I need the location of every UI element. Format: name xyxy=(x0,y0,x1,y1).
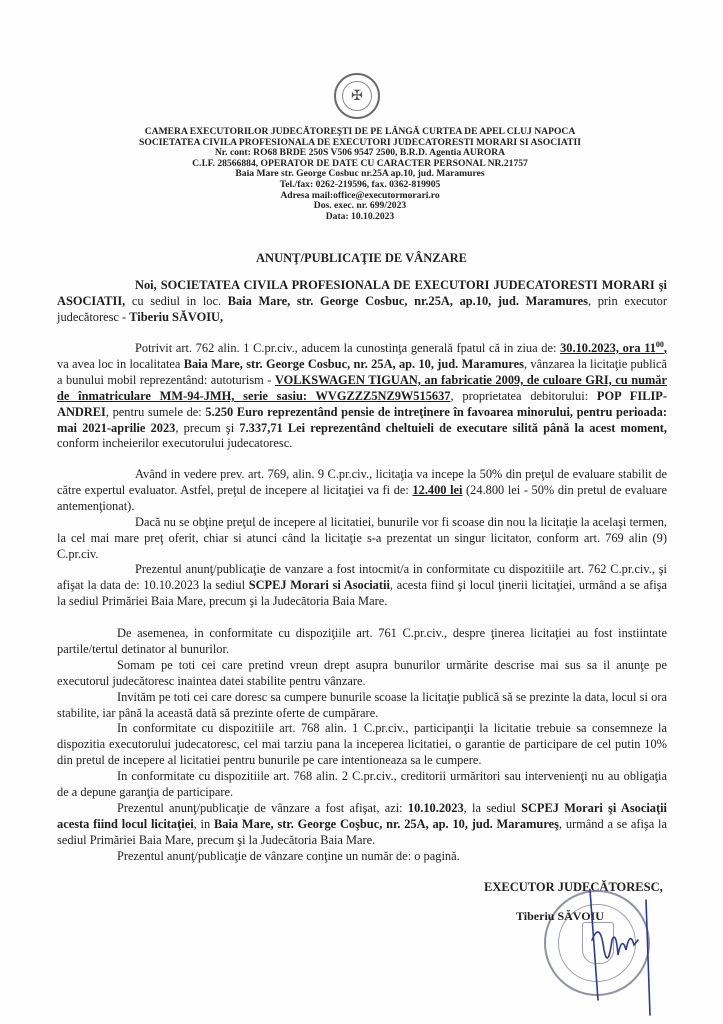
coat-of-arms-seal-icon xyxy=(334,73,380,119)
posting-office: SCPEJ Morari si Asociatii xyxy=(248,578,390,593)
auction-date: 30.10.2023, ora 11 xyxy=(560,341,656,355)
signature-name: Tiberiu SĂVOIU xyxy=(516,909,604,923)
intro-address: Baia Mare, str. George Cosbuc, nr.25A, ap.10, jud. Maramures xyxy=(227,293,588,308)
notified-parties-paragraph: De asemenea, in conformitate cu dispoziţiile art. 761 C.pr.civ., despre ţinerea licitaţiei au fost instiintate partile/tertul detinator al bunurilor. xyxy=(57,626,667,656)
intro-executor: Tiberiu SĂVOIU, xyxy=(129,309,224,324)
posted-today-paragraph xyxy=(57,801,667,849)
p1-text: , precum şi xyxy=(175,420,240,435)
p1-text: , xyxy=(663,341,668,355)
document-title: ANUNŢ/PUBLICAŢIE DE VÂNZARE xyxy=(256,251,467,265)
p1-text: va avea loc in localitatea xyxy=(57,356,184,371)
debt-amount-euro: 5.250 Euro reprezentând pensie de intreţinere în favoarea minorului, pentru perioada: mai 2021-aprilie 2023 xyxy=(57,404,667,435)
guarantee-paragraph: In conformitate cu dispozitiile art. 768 alin. 1 C.pr.civ., participanţii la licitatie trebuie sa consemneze la dispozitia executorului judecatoresc, cel mai tarziu pana la inceperea licitatiei, o garantie de participare de cel putin 10% din pretul de incepere al licitatiei pentru bunurile pe care intentioneaza sa le cumpere. xyxy=(57,721,667,768)
intro-paragraph xyxy=(57,278,667,326)
posting-address: Baia Mare, str. George Coşbuc, nr. 25A, ap. 10, jud. Maramureş xyxy=(213,816,559,831)
signature-title: EXECUTOR JUDECĂTORESC, xyxy=(484,880,663,894)
letterhead-date: Data: 10.10.2023 xyxy=(325,210,395,222)
p10-text: Prezentul anunţ/publicaţie de vânzare a fost afişat, azi: xyxy=(117,800,408,815)
starting-price: 12.400 lei xyxy=(412,482,463,497)
p2-text: Având in vedere prev. art. 769, alin. 9 C.pr.civ., licitaţia va incepe la 50% din preţul de evaluare stabilit de către expertul evaluator. Astfel, preţul de incepere al licitaţiei va fi de: xyxy=(57,467,667,497)
letterhead-address: Baia Mare str. George Cosbuc nr.25A ap.10, jud. Maramures xyxy=(235,168,485,180)
p4-text: Prezentul anunţ/publicaţie de vanzare a fost intocmit/a in conformitate cu dispozitiile art. 762 C.pr.civ., şi afişat la data de: 10.10.2023 la sediul xyxy=(57,562,667,593)
letterhead-bank-account: Nr. cont: RO68 BRDE 250S V506 9547 2500, B.R.D. Agentia AURORA xyxy=(214,147,506,159)
creditors-paragraph: In conformitate cu dispozitiile art. 768 alin. 2 C.pr.civ., creditorii urmăritori sau intervenienţi nu au obligaţia de a depune garanţia de participare. xyxy=(57,769,667,800)
posting-date: 10.10.2023 xyxy=(407,800,464,815)
posting-office: SCPEJ Morari şi Asociaţii acesta fiind locul licitaţiei xyxy=(57,800,667,831)
notices-section xyxy=(57,626,667,865)
p1-text: , vânzarea la licitaţie publică a bunului mobil reprezentând: autoturism - xyxy=(57,356,667,387)
posting-paragraph xyxy=(57,562,667,610)
eagle-icon: ✠ xyxy=(342,81,372,111)
invitation-paragraph: Invităm pe toti cei care doresc sa cumpere bunurile scoase la licitaţie publică să se prezinte la data, locul si ora stabilite, iar până la această dată să prezinte oferte de cumpărare. xyxy=(57,689,667,720)
p1-text: Potrivit art. 762 alin. 1 C.pr.civ., aducem la cunostinţa generală fpatul că in ziua de: xyxy=(135,341,561,355)
summons-paragraph: Somam pe toti cei care pretind vreun drept asupra bunurilor urmărite descrise mai sus sa il anunţe pe executorul judecătoresc inaintea datei stabilite pentru vânzare. xyxy=(57,657,667,688)
intro-text: , prin executor judecătoresc - xyxy=(57,293,668,324)
p10-text: , in xyxy=(193,816,214,831)
letterhead xyxy=(60,127,660,222)
letterhead-case-number: Dos. exec. nr. 699/2023 xyxy=(313,200,407,212)
p1-text: , pentru sumele de: xyxy=(105,404,206,419)
page-count-paragraph: Prezentul anunţ/publicaţie de vânzare conţine un număr de: o pagină. xyxy=(117,848,460,863)
letterhead-chamber: CAMERA EXECUTORILOR JUDECĂTOREŞTI DE PE LÂNGĂ CURTEA DE APEL CLUJ NAPOCA xyxy=(144,126,576,137)
auction-location: Baia Mare, str. George Cosbuc, nr. 25A, ap. 10, jud. Maramures xyxy=(183,356,524,371)
p1-text: , proprietatea debitorului: xyxy=(450,388,597,403)
starting-price-paragraph xyxy=(57,467,667,610)
no-price-paragraph: Dacă nu se obţine preţul de incepere al licitatiei, bunurile vor fi scoase din nou la licitaţie la acelaşi termen, la cel mai mare preţ oferit, chiar si atunci când la licitaţie s-a prezentat un singur licitator, conform art. 769 alin (9) C.pr.civ. xyxy=(57,514,667,561)
p1-text: conform incheierilor executorului judecatoresc. xyxy=(57,436,293,451)
auction-announcement-paragraph xyxy=(57,341,667,452)
letterhead-cif: C.I.F. 28566884, OPERATOR DE DATE CU CARACTER PERSONAL NR.21757 xyxy=(192,157,528,169)
p10-text: , la sediul xyxy=(463,800,522,815)
p2-text: (24.800 lei - 50% din pretul de evaluare antemenţionat). xyxy=(57,482,667,513)
debt-amount-lei: 7.337,71 Lei reprezentând cheltuieli de executare silită până la acest moment, xyxy=(239,420,667,435)
letterhead-company: SOCIETATEA CIVILA PROFESIONALA DE EXECUTORI JUDECATORESTI MORARI SI ASOCIATII xyxy=(139,136,581,148)
handwritten-signature-icon xyxy=(560,880,670,1020)
debtor-name: POP FILIP-ANDREI xyxy=(57,388,667,419)
intro-text: cu sediul in loc. xyxy=(125,293,228,308)
intro-company: Noi, SOCIETATEA CIVILA PROFESIONALA DE EXECUTORI JUDECATORESTI MORARI şi ASOCIATII, xyxy=(57,278,667,308)
p4-text: , acesta fiind şi locul ţinerii licitaţiei, urmând a se afişa la sediul Primăriei Baia Mare, precum şi la Judecătoria Baia Mare. xyxy=(57,578,668,609)
auction-time-minutes: 00 xyxy=(655,339,664,349)
letterhead-phone: Tel./fax: 0262-219596, fax. 0362-819905 xyxy=(279,178,441,190)
letterhead-email: Adresa mail:office@executormorari.ro xyxy=(280,189,440,201)
vehicle-description: VOLKSWAGEN TIGUAN, an fabricatie 2009, de culoare GRI, cu număr de înmatriculare MM-94-JMH, serie sasiu: WVGZZZ5NZ9W515637 xyxy=(57,372,668,403)
p10-text: , urmând a se afişa la sediul Primăriei Baia Mare, precum şi la Judecătoria Baia Mare. xyxy=(57,816,667,847)
